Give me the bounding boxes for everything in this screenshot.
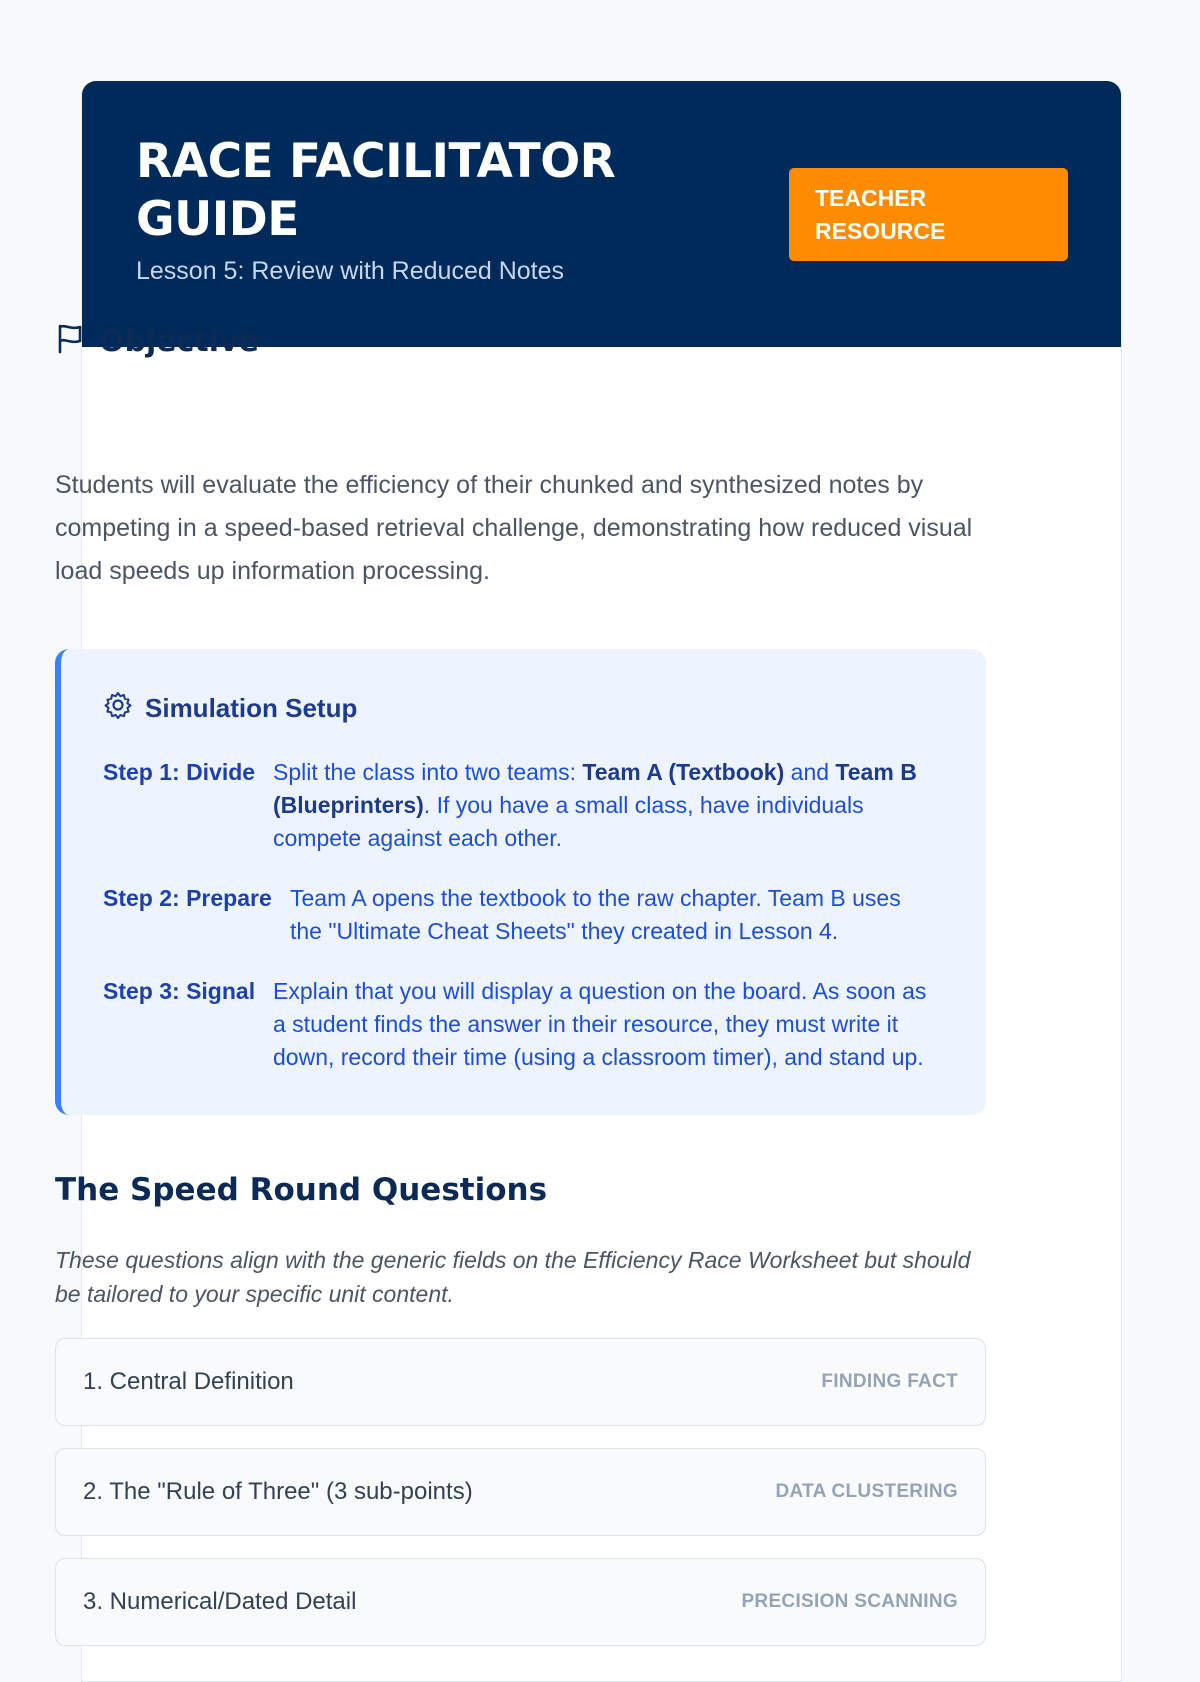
objective-text: Students will evaluate the efficiency of their chunked and synthesized notes by competing in a speed-based retrieval challenge, demonstrating how reduced visual load speeds up information processing. xyxy=(55,471,973,585)
question-tag: PRECISION SCANNING xyxy=(741,1591,958,1612)
setup-heading: Simulation Setup xyxy=(145,693,358,723)
team-a-name: Team A (Textbook) xyxy=(582,759,785,785)
speed-round-note: These questions align with the generic fields on the Efficiency Race Worksheet but should be tailored to your specific unit content. xyxy=(55,1247,971,1307)
simulation-setup-box xyxy=(55,649,986,1115)
page-subtitle: Lesson 5: Review with Reduced Notes xyxy=(136,257,565,285)
question-item[interactable] xyxy=(55,1338,986,1426)
step-text-part: . If you have a small class, have individuals compete against each other. xyxy=(273,792,864,851)
step-label: Step 1: Divide xyxy=(103,759,256,785)
question-item[interactable] xyxy=(55,1448,986,1536)
step-label: Step 3: Signal xyxy=(103,978,256,1004)
step-text-part: and xyxy=(784,759,836,785)
step-text xyxy=(273,756,937,855)
objective-heading-row xyxy=(55,323,259,360)
guide-header xyxy=(82,81,1121,347)
setup-heading-row xyxy=(103,690,357,727)
gear-icon xyxy=(103,690,133,727)
speed-round-heading: The Speed Round Questions xyxy=(55,1172,548,1208)
step-text: Team A opens the textbook to the raw chapter. Team B uses the "Ultimate Cheat Sheets" they created in Lesson 4. xyxy=(290,885,901,944)
question-tag: DATA CLUSTERING xyxy=(775,1481,958,1502)
question-title: 1. Central Definition xyxy=(83,1368,294,1395)
flag-icon xyxy=(55,323,85,360)
page-title: RACE FACILITATOR GUIDE xyxy=(136,134,616,247)
objective-heading: Objective xyxy=(99,324,259,359)
teacher-resource-badge: TEACHER RESOURCE xyxy=(789,168,1068,261)
question-tag: FINDING FACT xyxy=(821,1371,958,1392)
question-title: 3. Numerical/Dated Detail xyxy=(83,1588,357,1615)
setup-step xyxy=(103,975,943,1074)
question-title: 2. The "Rule of Three" (3 sub-points) xyxy=(83,1478,473,1505)
question-item[interactable] xyxy=(55,1558,986,1646)
setup-step xyxy=(103,756,943,855)
setup-step xyxy=(103,882,943,948)
step-text-part: Split the class into two teams: xyxy=(273,759,583,785)
step-label: Step 2: Prepare xyxy=(103,885,272,911)
step-text: Explain that you will display a question on the board. As soon as a student finds the answer in their resource, they must write it down, record their time (using a classroom timer), and stand up. xyxy=(273,978,927,1070)
team-b-name: Team B (Blueprinters) xyxy=(273,759,917,818)
